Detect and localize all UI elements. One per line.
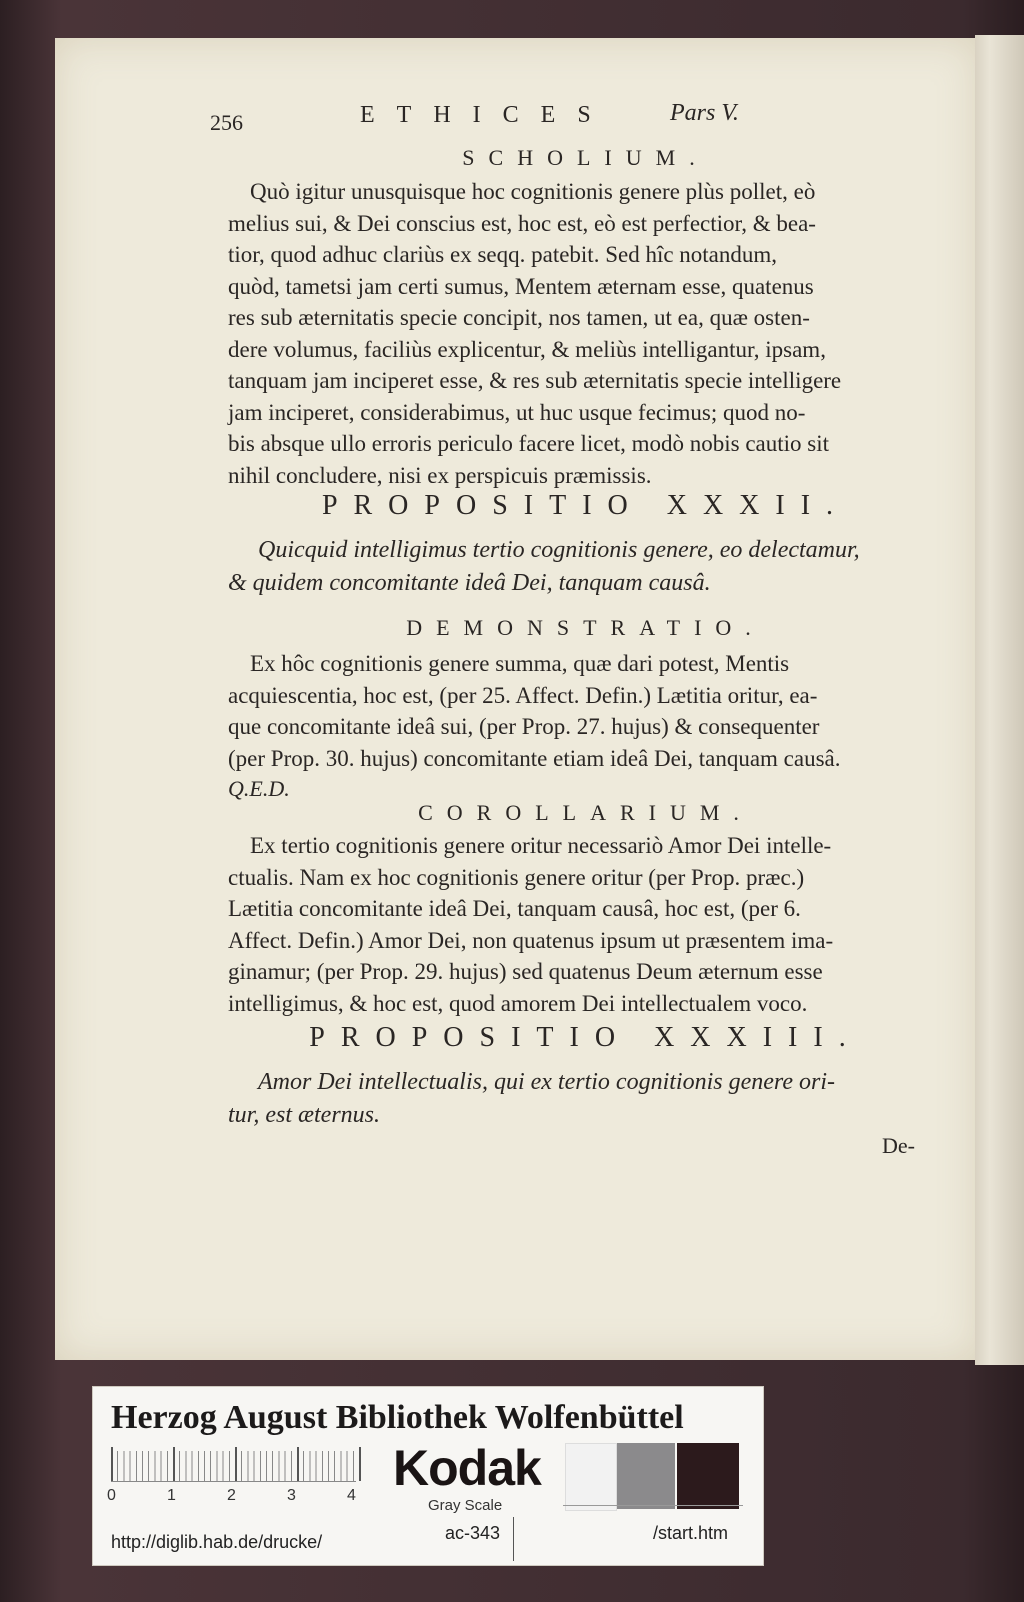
proposition-line: tur, est æternus. <box>228 1102 381 1128</box>
ruler-number: 1 <box>167 1487 176 1504</box>
scholium-body <box>228 176 943 491</box>
corollarium-line: ginamur; (per Prop. 29. hujus) sed quatenus Deum æternum esse <box>228 959 823 984</box>
running-header <box>210 100 770 140</box>
proposition-33-heading: PROPOSITIO XXXIII. <box>309 1022 862 1053</box>
library-url: http://diglib.hab.de/drucke/ <box>111 1532 323 1552</box>
corollarium-line: intelligimus, & hoc est, quod amorem Dei intellectualem voco. <box>228 990 808 1016</box>
gray-scale-label: Gray Scale <box>428 1497 503 1514</box>
scholium-line: bis absque ullo erroris periculo facere licet, modò nobis cautio sit <box>228 431 830 456</box>
running-title: ETHICES <box>360 102 613 128</box>
gray-swatch-white <box>565 1443 617 1511</box>
ruler-number: 4 <box>347 1487 356 1504</box>
catchword: De- <box>882 1133 915 1158</box>
scholium-line: tior, quod adhuc clariùs ex seqq. patebit. Sed hîc notandum, <box>228 242 778 267</box>
corollarium-line: Ex tertio cognitionis genere oritur necessariò Amor Dei intelle- <box>250 833 832 858</box>
scholium-line: res sub æternitatis specie concipit, nos tamen, ut ea, quæ osten- <box>228 305 810 330</box>
scholium-line: dere volumus, faciliùs explicentur, & meliùs intelligantur, ipsam, <box>228 336 826 362</box>
page-number: 256 <box>210 110 243 135</box>
card-divider <box>513 1517 514 1561</box>
corollarium-body <box>228 830 943 1019</box>
ruler-number: 0 <box>107 1487 116 1504</box>
card-rule <box>563 1505 743 1506</box>
kodak-logo: Kodak <box>393 1440 541 1496</box>
scholium-heading: SCHOLIUM. <box>462 145 709 170</box>
demonstratio-line: que concomitante ideâ sui, (per Prop. 27. hujus) & consequenter <box>228 714 820 739</box>
corollarium-heading: COROLLARIUM. <box>418 800 753 825</box>
gray-swatch-mid <box>617 1443 675 1509</box>
demonstratio-line: Ex hôc cognitionis genere summa, quæ dari potest, Mentis <box>250 651 790 676</box>
proposition-line: Quicquid intelligimus tertio cognitionis genere, eo delectamur, <box>258 537 860 563</box>
demonstratio-body <box>228 648 943 774</box>
scholium-line: melius sui, & Dei conscius est, hoc est, eò est perfectior, & bea- <box>228 210 816 236</box>
demonstratio-line: acquiescentia, hoc est, (per 25. Affect. Defin.) Lætitia oritur, ea- <box>228 682 818 708</box>
library-title: Herzog August Bibliothek Wolfenbüttel <box>111 1399 684 1436</box>
scholium-line: quòd, tametsi jam certi sumus, Mentem æternam esse, quatenus <box>228 273 814 299</box>
ruler-number: 3 <box>287 1487 296 1504</box>
library-color-card <box>92 1386 764 1566</box>
demonstratio-heading: DEMONSTRATIO. <box>406 615 765 640</box>
corollarium-line: Affect. Defin.) Amor Dei, non quatenus ipsum ut præsentem ima- <box>228 927 834 953</box>
corollarium-line: ctualis. Nam ex hoc cognitionis genere oritur (per Prop. præc.) <box>228 864 805 890</box>
facing-page-edge <box>975 35 1024 1365</box>
gray-swatch-black <box>677 1443 739 1509</box>
proposition-line: Amor Dei intellectualis, qui ex tertio cognitionis genere ori- <box>258 1069 835 1095</box>
proposition-32-heading: PROPOSITIO XXXII. <box>321 490 850 521</box>
ruler-number: 2 <box>227 1487 236 1504</box>
start-url: /start.htm <box>653 1523 729 1543</box>
scholium-line: tanquam jam inciperet esse, & res sub æternitatis specie intelligere <box>228 368 842 393</box>
scholium-line: nihil concludere, nisi ex perspicuis præmissis. <box>228 462 652 488</box>
corollarium-line: Lætitia concomitante ideâ Dei, tanquam causâ, hoc est, (per 6. <box>228 896 801 921</box>
scale-ruler-major-ticks <box>111 1447 361 1481</box>
proposition-33-statement <box>228 1066 943 1132</box>
scholium-line: Quò igitur unusquisque hoc cognitionis genere plùs pollet, eò <box>250 179 816 204</box>
scholium-line: jam inciperet, considerabimus, ut huc usque fecimus; quod no- <box>228 399 806 425</box>
shelfmark: ac-343 <box>445 1523 501 1543</box>
qed-mark: Q.E.D. <box>228 776 290 801</box>
demonstratio-line: (per Prop. 30. hujus) concomitante etiam ideâ Dei, tanquam causâ. <box>228 745 841 771</box>
running-part: Pars V. <box>670 100 739 126</box>
proposition-line: & quidem concomitante ideâ Dei, tanquam causâ. <box>228 570 711 596</box>
proposition-32-statement <box>228 534 943 600</box>
